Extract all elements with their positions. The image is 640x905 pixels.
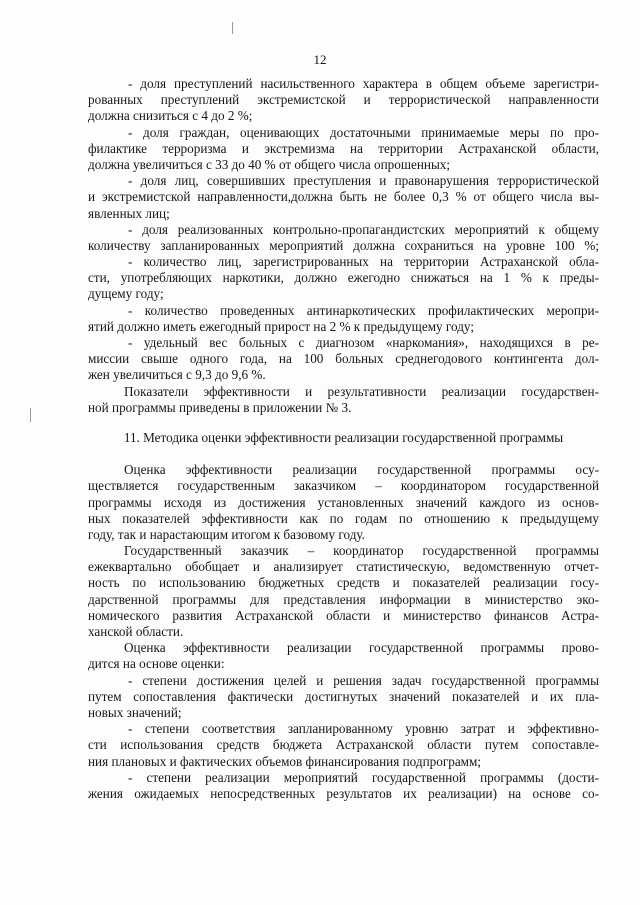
text-line: явленных лиц; <box>88 205 170 221</box>
scan-mark <box>30 408 31 422</box>
text-line: дарственной программы для представления информации в министерство эко- <box>88 591 599 607</box>
text-line: - количество проведенных антинаркотических профилактических меропри- <box>128 302 599 318</box>
text-line: Оценка эффективности реализации государственной программы прово- <box>124 640 599 656</box>
text-line: ханской области. <box>88 624 184 639</box>
text-line: ность по использованию бюджетных средств и показателей реализации госу- <box>88 575 599 591</box>
text-line: ных показателей эффективности как по годам по отношению к предыдущему <box>88 510 599 526</box>
text-line: сти, употребляющих наркотики, должно ежегодно снижаться на 1 % к преды- <box>88 270 599 286</box>
text-line: ежеквартально обобщает и анализирует статистическую, ведомственную отчет- <box>88 559 599 575</box>
text-line: филактике терроризма и экстремизма на территории Астраханской области, <box>88 140 599 156</box>
text-line: жения ожидаемых непосредственных результатов их реализации) на основе со- <box>88 785 599 801</box>
text-line: - доля лиц, совершивших преступления и правонарушения террористической <box>128 173 599 189</box>
text-line: миссии свыше одного года, на 100 больных среднегодового контингента дол- <box>88 351 599 367</box>
text-line: - степени соответствия запланированному уровню затрат и эффективно- <box>128 721 599 737</box>
text-line: новых значений; <box>88 704 182 720</box>
body-text <box>88 76 599 802</box>
text-line: году, так и нарастающим итогом к базовому году. <box>88 526 365 542</box>
text-line: ной программы приведены в приложении № 3. <box>88 399 352 415</box>
text-line: - доля граждан, оценивающих достаточными принимаемые меры по про- <box>128 124 599 140</box>
text-line: - доля преступлений насильственного характера в общем объеме зарегистри- <box>128 76 599 91</box>
text-line: сти использования средств бюджета Астраханской области путем сопоставле- <box>88 737 599 753</box>
text-line: должна снизиться с 4 до 2 %; <box>88 108 253 124</box>
text-line: дится на основе оценки: <box>88 656 225 672</box>
text-line: путем сопоставления фактически достигнутых значений показателей и их пла- <box>88 688 599 704</box>
text-line: должна увеличиться с 33 до 40 % от общего числа опрошенных; <box>88 156 451 172</box>
text-line: Государственный заказчик – координатор государственной программы <box>124 543 599 559</box>
text-line: - количество лиц, зарегистрированных на территории Астраханской обла- <box>128 254 599 270</box>
text-line: и экстремистской направленности,должна быть не более 0,3 % от общего числа вы- <box>88 189 599 205</box>
text-line: ния плановых и фактических объемов финансирования подпрограмм; <box>88 753 482 769</box>
text-line: программы исходя из достижения установленных значений каждого из основ- <box>88 494 599 510</box>
text-line: рованных преступлений экстремистской и террористической направленности <box>88 92 599 108</box>
page-number: 12 <box>313 52 327 67</box>
text-line: номического развития Астраханской области и министерство финансов Астра- <box>88 607 599 623</box>
text-line: ятий должно иметь ежегодный прирост на 2 % к предыдущему году; <box>88 318 475 334</box>
text-line: - степени реализации мероприятий государственной программы (дости- <box>128 769 599 785</box>
text-line: количеству запланированных мероприятий должна сохраниться на уровне 100 %; <box>88 237 599 253</box>
text-line: - удельный вес больных с диагнозом «наркомания», находящихся в ре- <box>128 335 599 350</box>
section-heading: 11. Методика оценки эффективности реализации государственной программы <box>123 429 564 445</box>
text-line: жен увеличиться с 9,3 до 9,6 %. <box>88 367 266 383</box>
scan-mark <box>232 22 233 34</box>
text-line: Показатели эффективности и результативности реализации государствен- <box>124 383 599 399</box>
text-line: ществляется государственным заказчиком – координатором государственной <box>88 478 599 494</box>
text-line: - степени достижения целей и решения задач государственной программы <box>128 672 599 688</box>
text-line: - доля реализованных контрольно-пропагандистских мероприятий к общему <box>128 221 599 237</box>
text-line: дущему году; <box>88 286 164 302</box>
text-line: Оценка эффективности реализации государственной программы осу- <box>124 462 599 478</box>
